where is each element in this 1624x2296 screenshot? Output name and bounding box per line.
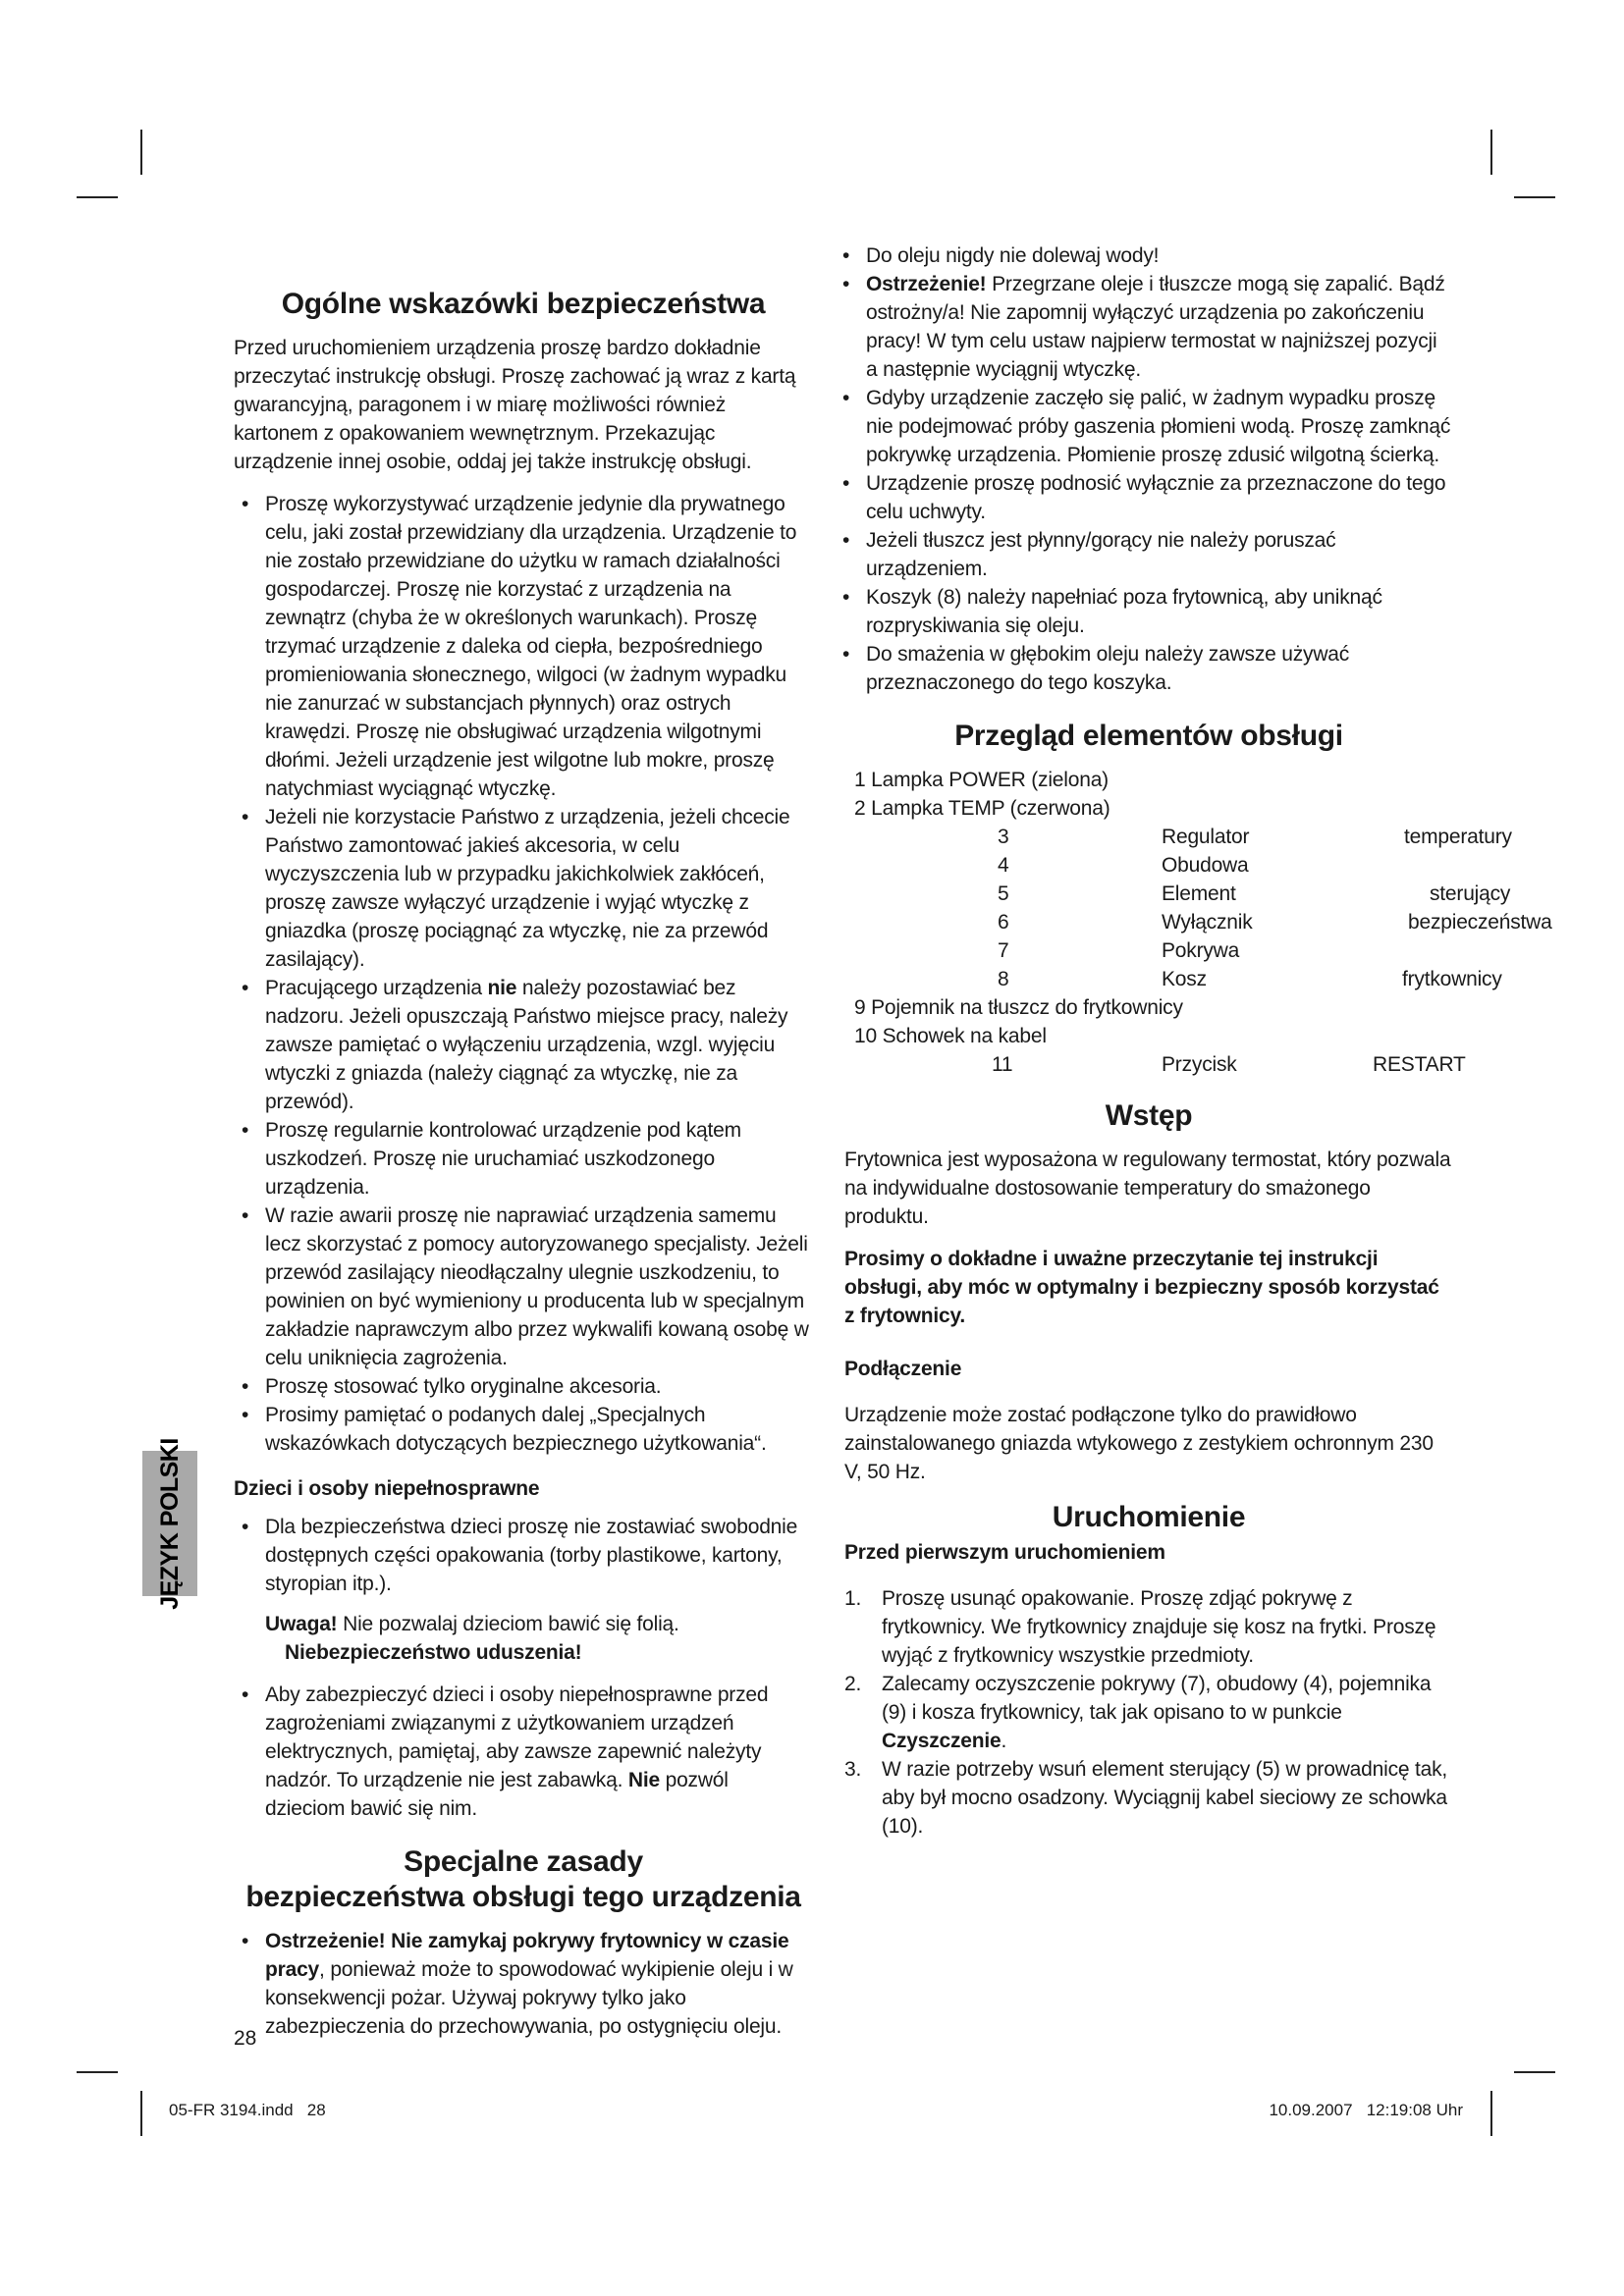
overview-word: frytkownicy [1402, 968, 1502, 990]
bold-text: Ostrzeżenie! Nie zamykaj pokrywy frytownicy w czasie pracy [265, 1930, 789, 1981]
overview-text: 1 Lampka POWER (zielona) [854, 769, 1109, 791]
overview-row [844, 880, 1511, 908]
safety-list-continued [835, 241, 1453, 697]
safety-item: • Do smażenia w głębokim oleju należy zawsze używać przeznaczonego do tego koszyka. [835, 640, 1453, 697]
step-text: Proszę usunąć opakowanie. Proszę zdjąć pokrywę z frytkownicy. We frytkownicy znajduje się kosz na frytki. Proszę wyjąć z frytkownicy wszystkie przedmioty. [882, 1587, 1436, 1667]
overview-list [844, 766, 1552, 1079]
overview-number: 3 [998, 826, 1009, 848]
safety-item: • Gdyby urządzenie zaczęło się palić, w żadnym wypadku proszę nie podejmować próby gaszenia płomieni wodą. Proszę zamknąć pokrywkę urządzenia. Płomienie proszę zdusić wilgotną ścierką. [835, 384, 1453, 469]
safety-list [234, 490, 813, 1458]
special-title-line2: bezpieczeństwa obsługi tego urządzenia [245, 1881, 801, 1913]
crop-mark [1490, 130, 1492, 175]
warning-text: Nie pozwalaj dzieciom bawić się folią. [337, 1613, 679, 1635]
overview-word: Obudowa [1162, 854, 1249, 877]
safety-item: • Proszę wykorzystywać urządzenie jedynie dla prywatnego celu, jaki został przewidziany dla urządzenia. Urządzenie to nie zostało przewidziane do użytku w ramach działalności gospodarczej. Proszę nie korzystać z urządzenia na zewnątrz (chyba że w określonych warunkach). Proszę trzymać urządzenie z daleka od ciepła, bezpośredniego promieniowania słonecznego, wilgoci (w żadnym wypadku nie zanurzać w substancjach płynnych) oraz ostrych krawędzi. Proszę nie obsługiwać urządzenia wilgotnymi dłońmi. Jeżeli urządzenie jest wilgotne lub mokre, proszę natychmiast wyciągnąć wtyczkę. [234, 490, 813, 803]
overview-word: Regulator [1162, 826, 1250, 848]
safety-item: • Proszę stosować tylko oryginalne akcesoria. [234, 1372, 813, 1401]
text: , ponieważ może to spowodować wykipienie oleju i w konsekwencji pożar. Używaj pokrywy tylko jako zabezpieczenia do przechowywania, po ostygnięciu oleju. [265, 1958, 793, 2038]
overview-row [844, 1050, 1466, 1079]
overview-row [844, 794, 1453, 823]
safety-title: Ogólne wskazówki bezpieczeństwa [281, 288, 766, 320]
overview-word: Wyłącznik [1162, 911, 1253, 934]
overview-word: sterujący [1430, 882, 1511, 905]
crop-mark [1514, 2071, 1555, 2073]
children-item: • Dla bezpieczeństwa dzieci proszę nie zostawiać swobodnie dostępnych części opakowania (torby plastikowe, kartony, styropian itp.). [234, 1513, 813, 1598]
text: należy pozostawiać bez nadzoru. Jeżeli opuszczają Państwo miejsce pracy, należy zawsze pamiętać o wyłączeniu urządzenia, wzgl. wyjęciu wtyczki z gniazda (należy ciągnąć za wtyczkę, nie za przewód). [265, 977, 788, 1113]
overview-row [844, 908, 1552, 936]
overview-row [844, 965, 1502, 993]
text: Pracującego urządzenia [265, 977, 488, 999]
step-item [844, 1755, 1453, 1841]
overview-number: 5 [998, 882, 1009, 905]
step-text: . [1001, 1730, 1007, 1752]
footer-file-info: 05-FR 3194.indd 28 [169, 2101, 326, 2119]
right-column [844, 241, 1552, 1841]
suffocation-warning [234, 1610, 813, 1667]
overview-text: 9 Pojemnik na tłuszcz do frytkownicy [854, 996, 1183, 1019]
bold-text: Nie [627, 1769, 660, 1791]
footer-timestamp: 10.09.2007 12:19:08 Uhr [1269, 2101, 1463, 2119]
safety-item [835, 270, 1453, 384]
safety-item: • W razie awarii proszę nie naprawiać urządzenia samemu lecz skorzystać z pomocy autoryzowanego specjalisty. Jeżeli przewód zasilający nieodłączalny ulegnie uszkodzeniu, to powinien on być wymieniony u producenta lub w specjalnym zakładzie naprawczym albo przez wykwalifi kowaną osobę w celu uniknięcia zagrożenia. [234, 1201, 813, 1372]
overview-row [844, 823, 1512, 851]
safety-item: • Prosimy pamiętać o podanych dalej „Specjalnych wskazówkach dotyczących bezpiecznego użytkowania“. [234, 1401, 813, 1458]
overview-row [844, 936, 1453, 965]
bold-text: nie [487, 977, 517, 999]
connect-title: Podłączenie [844, 1358, 962, 1380]
safety-item: • Proszę regularnie kontrolować urządzenie pod kątem uszkodzeń. Proszę nie uruchamiać uszkodzonego urządzenia. [234, 1116, 813, 1201]
safety-item: • Urządzenie proszę podnosić wyłącznie za przeznaczone do tego celu uchwyty. [835, 469, 1453, 526]
warning-label: Uwaga! [265, 1613, 338, 1635]
overview-row [844, 1022, 1453, 1050]
safety-item: • Jeżeli nie korzystacie Państwo z urządzenia, jeżeli chcecie Państwo zamontować jakieś akcesoria, w celu wyczyszczenia lub w przypadku jakichkolwiek zakłóceń, proszę zawsze wyłączyć urządzenie i wyjąć wtyczkę z gniazdka (proszę pociągnąć za wtyczkę, nie za przewód zasilający). [234, 803, 813, 974]
crop-mark [140, 2091, 142, 2136]
overview-word: Pokrywa [1162, 939, 1240, 962]
first-use-steps [844, 1584, 1453, 1841]
text: Aby zabezpieczyć dzieci i osoby niepełnosprawne przed zagrożeniami związanymi z użytkowaniem urządzeń elektrycznych, pamiętaj, aby zawsze zapewnić należyty nadzór. To urządzenie nie jest zabawką. [265, 1683, 769, 1791]
children-list-2 [234, 1681, 813, 1823]
overview-number: 7 [998, 939, 1009, 962]
overview-word: Element [1162, 882, 1236, 905]
overview-text: 10 Schowek na kabel [854, 1025, 1047, 1047]
first-use-title: Przed pierwszym uruchomieniem [844, 1541, 1165, 1564]
step-number: 3. [844, 1758, 862, 1781]
overview-number: 11 [992, 1053, 1013, 1076]
overview-text: 2 Lampka TEMP (czerwona) [854, 797, 1110, 820]
intro-bold-text: Prosimy o dokładne i uważne przeczytanie tej instrukcji obsługi, aby móc w optymalny i bezpieczny sposób korzystać z frytownicy. [844, 1248, 1439, 1327]
page-number: 28 [234, 2027, 257, 2050]
overview-word: bezpieczeństwa [1408, 911, 1552, 934]
language-side-tab-label: JĘZYK POLSKI [155, 1437, 184, 1610]
overview-word: temperatury [1404, 826, 1512, 848]
bold-text: Ostrzeżenie! [866, 273, 987, 295]
crop-mark [140, 130, 142, 175]
crop-mark [1514, 196, 1555, 198]
overview-row [844, 993, 1453, 1022]
warning-emphasis: Niebezpieczeństwo uduszenia! [285, 1641, 582, 1664]
step-number: 2. [844, 1673, 862, 1695]
overview-number: 4 [998, 854, 1009, 877]
overview-word: Przycisk [1162, 1053, 1237, 1076]
overview-number: 8 [998, 968, 1009, 990]
safety-item: • Koszyk (8) należy napełniać poza frytownicą, aby uniknąć rozpryskiwania się oleju. [835, 583, 1453, 640]
step-text: W razie potrzeby wsuń element sterujący (5) w prowadnicę tak, aby był mocno osadzony. Wyciągnij kabel sieciowy ze schowka (10). [882, 1758, 1448, 1838]
overview-word: RESTART [1373, 1053, 1466, 1076]
overview-row [844, 766, 1453, 794]
overview-title: Przegląd elementów obsługi [954, 720, 1343, 752]
crop-mark [1490, 2091, 1492, 2136]
step-text: Zalecamy oczyszczenie pokrywy (7), obudowy (4), pojemnika (9) i kosza frytkownicy, tak jak opisano to w punkcie [882, 1673, 1432, 1724]
safety-item: • Jeżeli tłuszcz jest płynny/gorący nie należy poruszać urządzeniem. [835, 526, 1453, 583]
special-title-line1: Specjalne zasady [404, 1845, 643, 1878]
crop-mark [77, 2071, 118, 2073]
intro-text: Frytownica jest wyposażona w regulowany termostat, który pozwala na indywidualne dostosowanie temperatury do smażonego produktu. [844, 1148, 1451, 1228]
text: pozwól dzieciom bawić się nim. [265, 1769, 729, 1820]
bold-text: Czyszczenie [882, 1730, 1001, 1752]
safety-item: • Do oleju nigdy nie dolewaj wody! [835, 241, 1453, 270]
step-item [844, 1670, 1453, 1755]
connect-text: Urządzenie może zostać podłączone tylko do prawidłowo zainstalowanego gniazda wtykowego z zestykiem ochronnym 230 V, 50 Hz. [844, 1404, 1434, 1483]
special-title [234, 1844, 813, 1915]
special-list [234, 1927, 813, 2041]
language-side-tab [142, 1437, 197, 1610]
overview-word: Kosz [1162, 968, 1207, 990]
overview-number: 6 [998, 911, 1009, 934]
children-item [234, 1681, 813, 1823]
children-list [234, 1513, 813, 1598]
special-item [234, 1927, 813, 2041]
text: Przegrzane oleje i tłuszcze mogą się zapalić. Bądź ostrożny/a! Nie zapomnij wyłączyć urządzenia po zakończeniu pracy! W tym celu ustaw najpierw termostat w najniższej pozycji a następnie wyciągnij wtyczkę. [866, 273, 1445, 381]
start-title: Uruchomienie [1052, 1501, 1246, 1533]
step-number: 1. [844, 1587, 862, 1610]
safety-intro: Przed uruchomieniem urządzenia proszę bardzo dokładnie przeczytać instrukcję obsługi. Proszę zachować ją wraz z kartą gwarancyjną, paragonem i w miarę możliwości również kartonem z opakowaniem wewnętrznym. Przekazując urządzenie innej osobie, oddaj jej także instrukcję obsługi. [234, 337, 796, 473]
step-item [844, 1584, 1453, 1670]
children-title: Dzieci i osoby niepełnosprawne [234, 1477, 540, 1500]
safety-item [234, 974, 813, 1116]
left-column [234, 277, 813, 2047]
crop-mark [77, 196, 118, 198]
intro-title: Wstęp [1105, 1099, 1193, 1132]
overview-row [844, 851, 1453, 880]
